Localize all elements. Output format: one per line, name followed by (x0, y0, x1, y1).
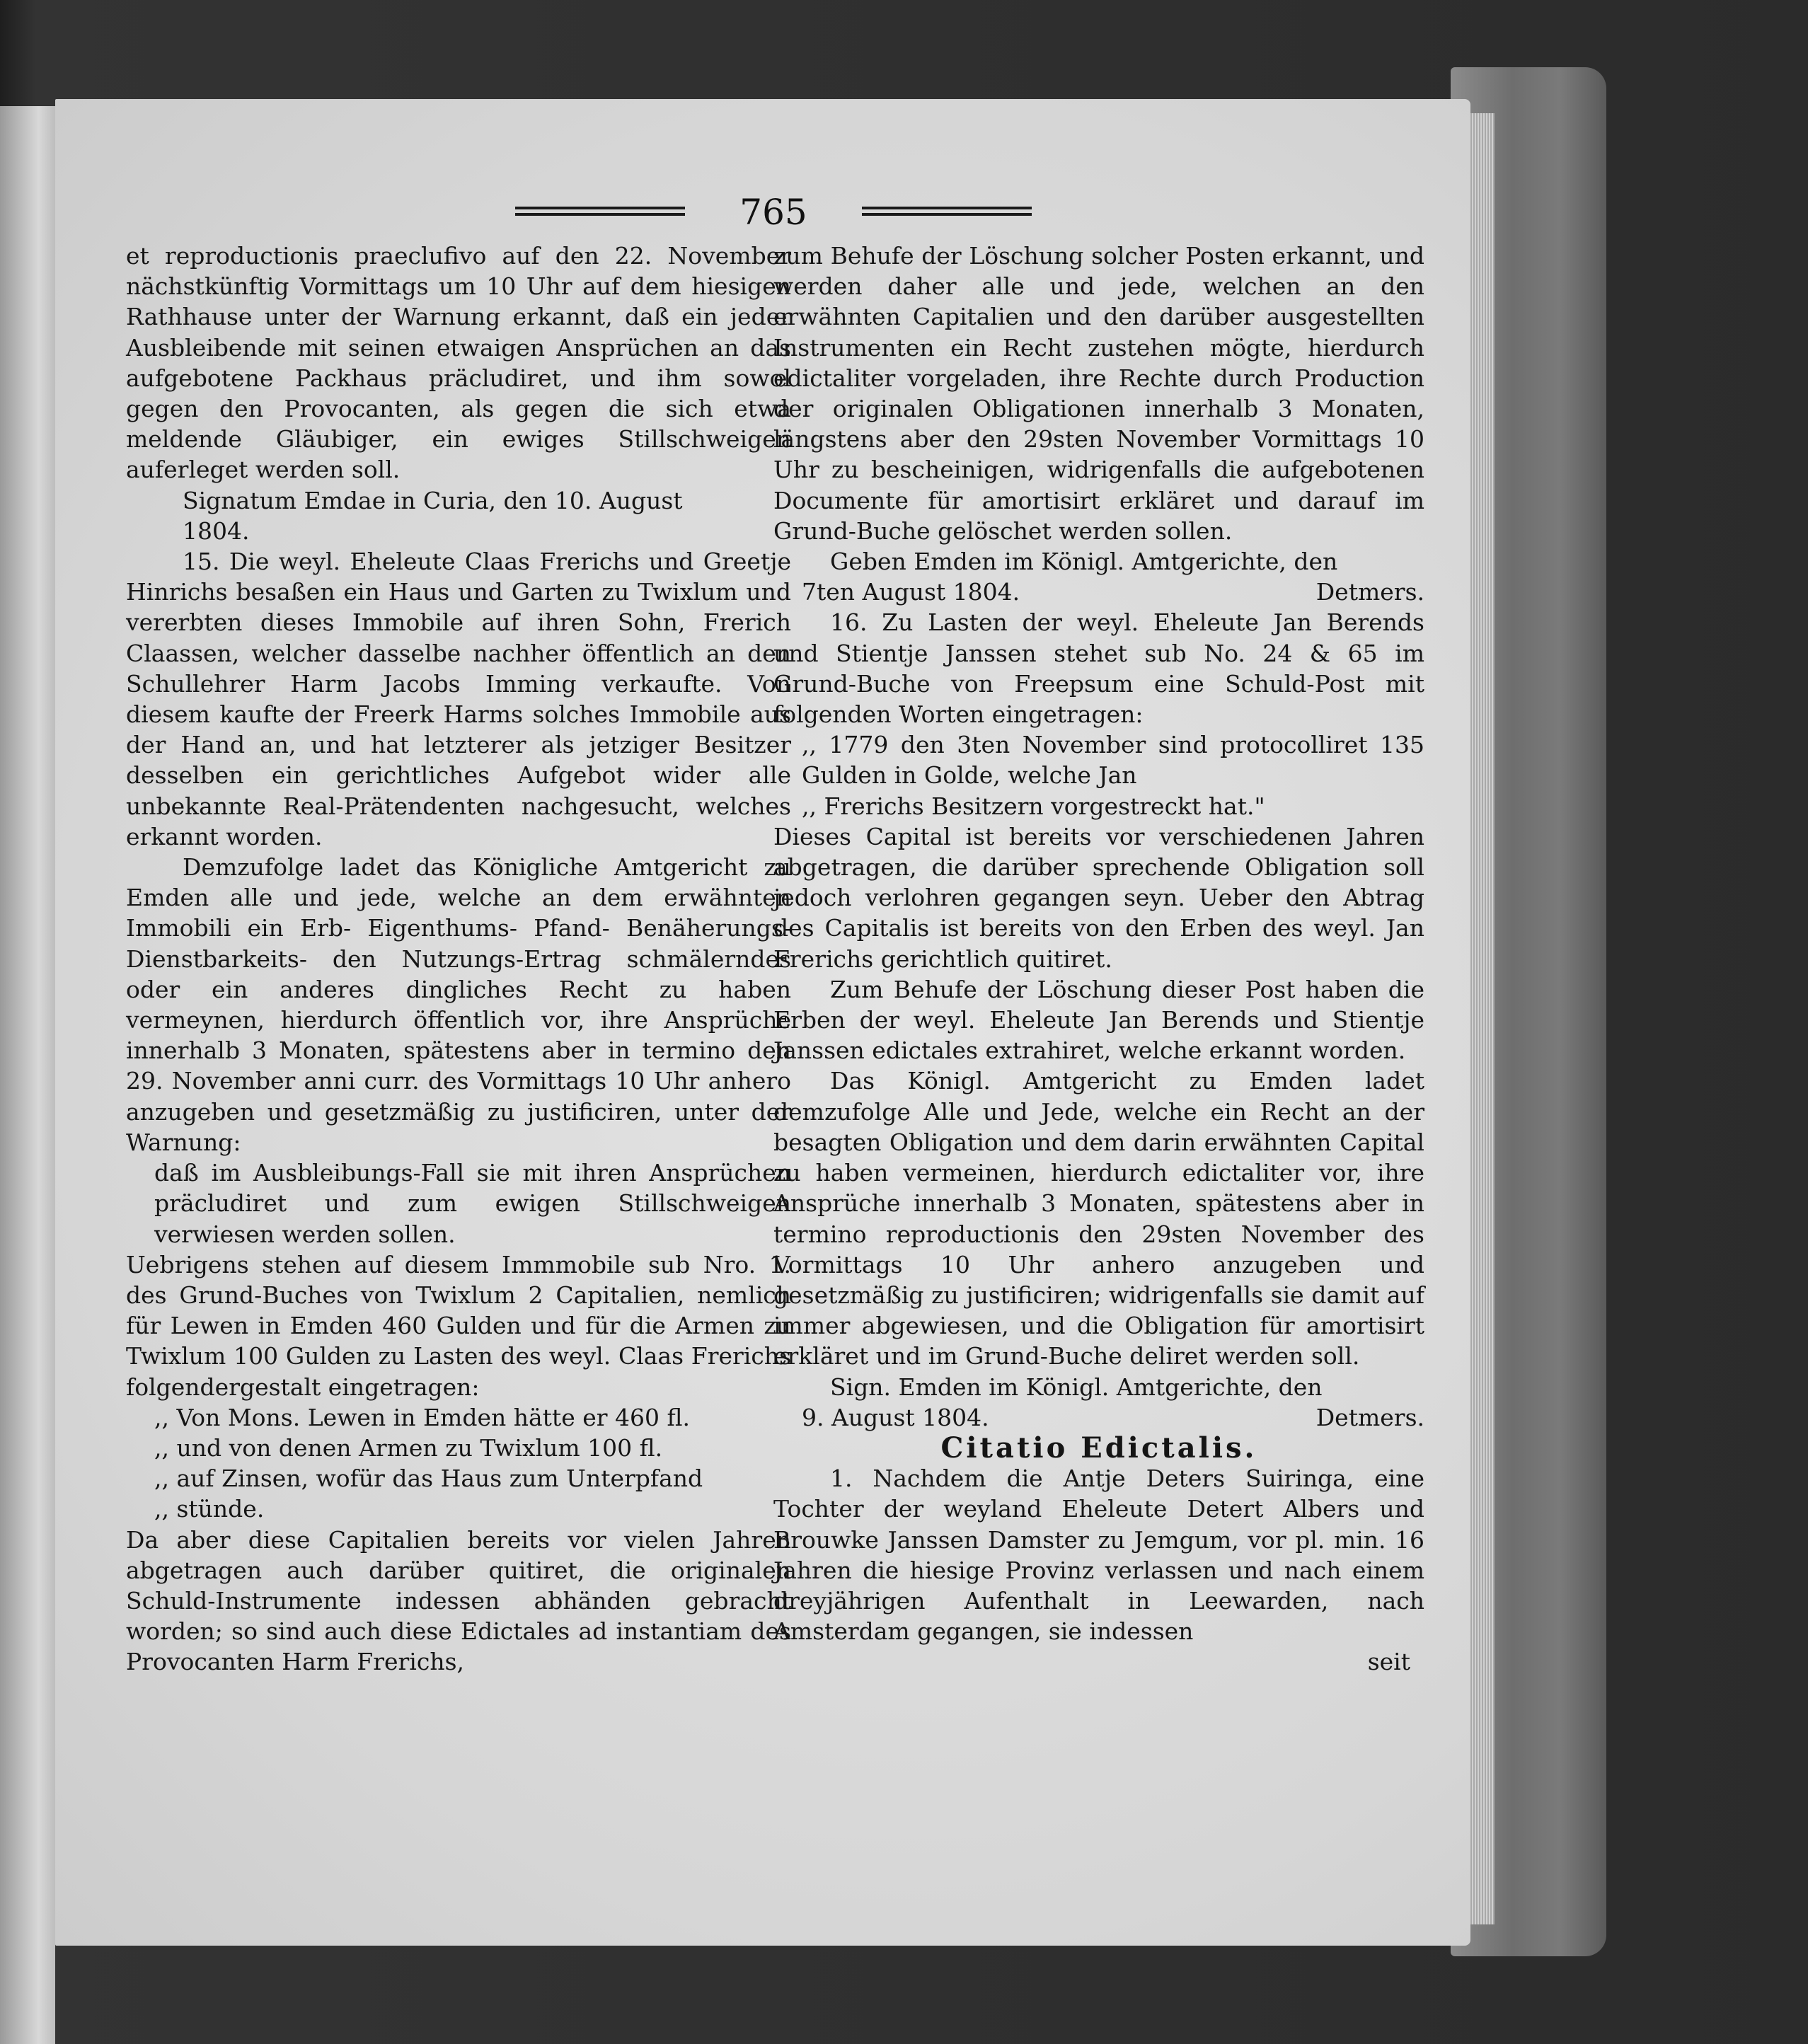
page-header (515, 191, 1032, 233)
paragraph: 15. Die weyl. Eheleute Claas Frerichs und Greetje Hinrichs besaßen ein Haus und Garten zu Twixlum und vererbten dieses Immobile auf ihren Sohn, Frerich Claassen, welcher dasselbe nachher öffentlich an den Schullehrer Harm Jacobs Imming verkaufte. Von diesem kaufte der Freerk Harms solches Immobile aus der Hand an, und hat letzterer als jetziger Besitzer desselben ein gerichtliches Aufgebot wider alle unbekannte Real-Prätendenten nachgesucht, welches erkannt worden. (126, 548, 791, 850)
signature-name: Detmers. (1315, 578, 1424, 606)
header-rule-right (862, 207, 1032, 209)
section-heading: Citatio Edictalis. (940, 1431, 1257, 1465)
paragraph: Das Königl. Amtgericht zu Emden ladet demzufolge Alle und Jede, welche ein Recht an der besagten Obligation und dem darin erwähnten Capital zu haben vermeinen, hierdurch edictaliter vor, ihre Ansprüche innerhalb 3 Monaten, spätestens aber in termino reproductionis den 29sten November des Vormittags 10 Uhr anhero anzugeben und gesetzmäßig zu justificiren; widrigenfalls sie damit auf immer abgewiesen, und die Obligation für amortisirt erkläret und im Grund-Buche deliret werden soll. (773, 1067, 1424, 1370)
left-column (126, 241, 791, 1678)
signature-place: Sign. Emden im Königl. Amtgerichte, den (830, 1373, 1323, 1401)
quote-line: ,, stünde. (154, 1495, 265, 1523)
signature-place: Geben Emden im Königl. Amtgerichte, den (830, 548, 1338, 576)
catchword: seit (1367, 1648, 1410, 1676)
quote-line: ,, 1779 den 3ten November sind protocolliret 135 Gulden in Golde, welche Jan (802, 731, 1424, 790)
page-number: 765 (739, 192, 807, 233)
paragraph: Uebrigens stehen auf diesem Immmobile sub Nro. 1. des Grund-Buches von Twixlum 2 Capitalien, nemlich für Lewen in Emden 460 Gulden und für die Armen zu Twixlum 100 Gulden zu Lasten des weyl. Claas Frerichs folgendergestalt eingetragen: (126, 1250, 791, 1401)
paragraph: 1. Nachdem die Antje Deters Suiringa, eine Tochter der weyland Eheleute Detert Albers und Brouwke Janssen Damster zu Jemgum, vor pl. min. 16 Jahren die hiesige Provinz verlassen und nach einem dreyjährigen Aufenthalt in Leewarden, nach Amsterdam gegangen, sie indessen (773, 1465, 1424, 1646)
quote-line: ,, Frerichs Besitzern vorgestreckt hat." (802, 792, 1265, 820)
paragraph: Dieses Capital ist bereits vor verschiedenen Jahren abgetragen, die darüber sprechende Obligation soll jedoch verlohren gegangen seyn. Ueber den Abtrag des Capitalis ist bereits von den Erben des weyl. Jan Frerichs gerichtlich quitiret. (773, 822, 1424, 973)
paragraph: et reproductionis praeclufivo auf den 22. November nächstkünftig Vormittags um 10 Uhr auf dem hiesigen Rathhause unter der Warnung erkannt, daß ein jeder Ausbleibende mit seinen etwaigen Ansprüchen an das aufgebotene Packhaus präcludiret, und ihm sowol gegen den Provocanten, als gegen die sich etwa meldende Gläubiger, ein ewiges Stillschweigen auferleget werden soll. (126, 242, 791, 484)
paragraph: zum Behufe der Löschung solcher Posten erkannt, und werden daher alle und jede, welchen an den erwähnten Capitalien und den darüber ausgestellten Instrumenten ein Recht zustehen mögte, hierdurch edictaliter vorgeladen, ihre Rechte durch Production der originalen Obligationen innerhalb 3 Monaten, längstens aber den 29sten November Vormittags 10 Uhr zu bescheinigen, widrigenfalls die aufgebotenen Documente für amortisirt erkläret und darauf im Grund-Buche gelöschet werden sollen. (773, 242, 1424, 545)
quote-line: ,, Von Mons. Lewen in Emden hätte er 460 fl. (154, 1403, 690, 1431)
paragraph: Demzufolge ladet das Königliche Amtgericht zu Emden alle und jede, welche an dem erwähnten Immobili ein Erb- Eigenthums- Pfand- Benäherungs- Dienstbarkeits- den Nutzungs-Ertrag schmälerndes oder ein anderes dingliches Recht zu haben vermeynen, hierdurch öffentlich vor, ihre Ansprüche innerhalb 3 Monaten, spätestens aber in termino den 29. November anni curr. des Vormittags 10 Uhr anhero anzugeben und gesetzmäßig zu justificiren, unter der Warnung: (126, 853, 791, 1156)
paragraph: 16. Zu Lasten der weyl. Eheleute Jan Berends und Stientje Janssen stehet sub No. 24 & 65 im Grund-Buche von Freepsum eine Schuld-Post mit folgenden Worten eingetragen: (773, 608, 1424, 729)
signature-line: Signatum Emdae in Curia, den 10. August (183, 486, 683, 514)
signature-date: 7ten August 1804. (802, 578, 1020, 606)
paragraph: Zum Behufe der Löschung dieser Post haben die Erben der weyl. Eheleute Jan Berends und Stientje Janssen edictales extrahiret, welche erkannt worden. (773, 975, 1424, 1065)
header-rule-left (515, 207, 685, 209)
facing-page-edge (0, 106, 55, 2044)
signature-year: 1804. (183, 516, 250, 545)
signature-name: Detmers. (1315, 1403, 1424, 1431)
quote-line: ,, auf Zinsen, wofür das Haus zum Unterpfand (154, 1465, 703, 1493)
book-page (55, 99, 1470, 1946)
right-column (773, 241, 1424, 1678)
signature-row (773, 1402, 1424, 1433)
signature-row (773, 577, 1424, 607)
warning-clause: daß im Ausbleibungs-Fall sie mit ihren Ansprüchen präcludiret und zum ewigen Stillschweigen verwiesen werden sollen. (154, 1159, 791, 1248)
quote-line: ,, und von denen Armen zu Twixlum 100 fl. (154, 1433, 663, 1462)
signature-date: 9. August 1804. (802, 1403, 989, 1431)
paragraph: Da aber diese Capitalien bereits vor vielen Jahren abgetragen auch darüber quitiret, die originalen Schuld-Instrumente indessen abhänden gebracht worden; so sind auch diese Edictales ad instantiam des Provocanten Harm Frerichs, (126, 1525, 791, 1676)
